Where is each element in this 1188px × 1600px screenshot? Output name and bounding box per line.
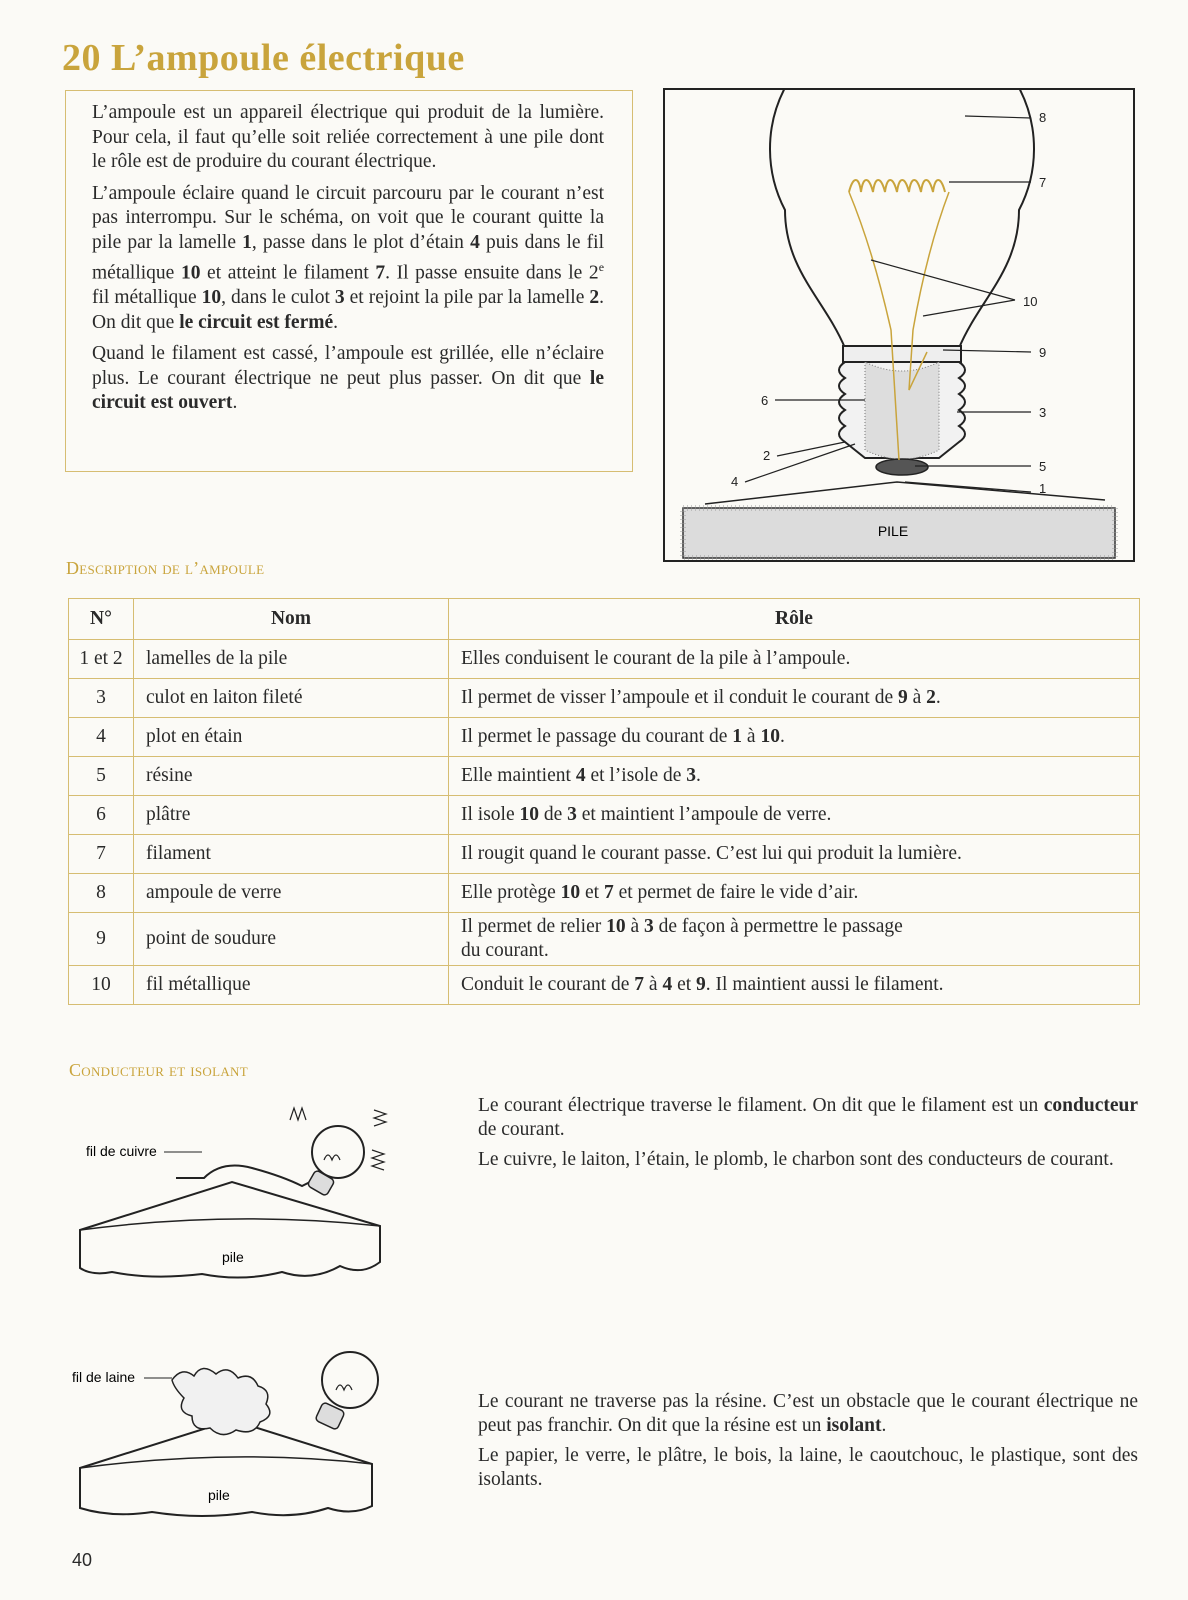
conductor-text xyxy=(478,1094,1138,1178)
intro-paragraph-1: L’ampoule est un appareil électrique qui produit de la lumière. Pour cela, il faut qu’elle soit reliée correctement à une pile dont le rôle est de produire du courant électrique. xyxy=(92,102,604,172)
table-cell-nom: plot en étain xyxy=(134,718,449,757)
table-row xyxy=(69,835,1140,874)
table-row xyxy=(69,874,1140,913)
insulator-figure-svg xyxy=(72,1340,412,1520)
callout-3: 3 xyxy=(1039,405,1047,420)
callout-4: 4 xyxy=(731,474,739,489)
copper-wire-label: fil de cuivre xyxy=(86,1143,157,1159)
callout-1: 1 xyxy=(1039,481,1047,496)
table-row xyxy=(69,640,1140,679)
table-cell-num: 3 xyxy=(69,679,134,718)
table-cell-role: Il rougit quand le courant passe. C’est lui qui produit la lumière. xyxy=(449,835,1140,874)
table-body xyxy=(69,640,1140,1005)
bulb-base xyxy=(839,346,965,475)
conducteur-heading: Conducteur et isolant xyxy=(69,1060,248,1080)
bulb-diagram-svg xyxy=(665,90,1133,560)
description-heading: Description de l’ampoule xyxy=(66,558,265,578)
table-cell-num: 1 et 2 xyxy=(69,640,134,679)
table-cell-role: Il permet de visser l’ampoule et il conduit le courant de 9 à 2. xyxy=(449,679,1140,718)
conductor-figure-svg xyxy=(72,1090,412,1280)
table-header-row xyxy=(69,599,1140,640)
intro-box xyxy=(65,90,633,472)
table-cell-num: 9 xyxy=(69,913,134,966)
table-row xyxy=(69,796,1140,835)
insulator-figure xyxy=(72,1340,412,1520)
callout-9: 9 xyxy=(1039,345,1047,360)
intro-paragraph-2: L’ampoule éclaire quand le circuit parcouru par le courant n’est pas interrompu. Sur le schéma, on voit que le courant quitte la pile par la lamelle 1, passe dans le plot d’étain 4 puis dans le fil métallique 10 et atteint le filament 7. Il passe ensuite dans le 2e fil métallique 10, dans le culot 3 et rejoint la pile par la lamelle 2. On dit que le circuit est fermé. xyxy=(92,182,605,333)
table-row xyxy=(69,757,1140,796)
conductor-figure xyxy=(72,1090,412,1280)
intro-paragraph-3: Quand le filament est cassé, l’ampoule est grillée, elle n’éclaire plus. Le courant électrique ne peut plus passer. On dit que le circuit est ouvert. xyxy=(92,343,604,413)
callout-5: 5 xyxy=(1039,459,1047,474)
bulb-diagram xyxy=(663,88,1135,562)
table-cell-role: Il isole 10 de 3 et maintient l’ampoule de verre. xyxy=(449,796,1140,835)
table-cell-num: 10 xyxy=(69,966,134,1005)
copper-wire xyxy=(176,1166,310,1186)
table-cell-nom: filament xyxy=(134,835,449,874)
glass-bulb xyxy=(770,90,1034,348)
page-title: 20 L’ampoule électrique xyxy=(62,37,465,79)
callout-10: 10 xyxy=(1023,294,1038,309)
page-number: 40 xyxy=(72,1550,93,1570)
unlit-bulb-icon xyxy=(315,1352,378,1430)
table-cell-role: Elles conduisent le courant de la pile à l’ampoule. xyxy=(449,640,1140,679)
pile-label: PILE xyxy=(877,523,909,539)
table-row xyxy=(69,679,1140,718)
table-cell-role: Elle protège 10 et 7 et permet de faire le vide d’air. xyxy=(449,874,1140,913)
description-table xyxy=(68,598,1140,1005)
table-cell-nom: plâtre xyxy=(134,796,449,835)
header-num: N° xyxy=(69,599,134,640)
table-row xyxy=(69,913,1140,966)
conductor-paragraph-1: Le courant électrique traverse le filament. On dit que le filament est un conducteur de courant. xyxy=(478,1095,1138,1140)
header-nom: Nom xyxy=(134,599,449,640)
callout-6: 6 xyxy=(761,393,769,408)
table-cell-nom: culot en laiton fileté xyxy=(134,679,449,718)
table-cell-role: Il permet de relier 10 à 3 de façon à permettre le passage du courant. xyxy=(449,913,1140,966)
table-cell-nom: ampoule de verre xyxy=(134,874,449,913)
wool-wire-label: fil de laine xyxy=(72,1369,136,1385)
table-cell-num: 4 xyxy=(69,718,134,757)
table-cell-num: 6 xyxy=(69,796,134,835)
table-cell-nom: fil métallique xyxy=(134,966,449,1005)
callout-2: 2 xyxy=(763,448,771,463)
table-row xyxy=(69,718,1140,757)
table-cell-role: Conduit le courant de 7 à 4 et 9. Il maintient aussi le filament. xyxy=(449,966,1140,1005)
table-cell-nom: point de soudure xyxy=(134,913,449,966)
conductor-paragraph-2: Le cuivre, le laiton, l’étain, le plomb, le charbon sont des conducteurs de courant. xyxy=(478,1149,1114,1170)
table-cell-num: 7 xyxy=(69,835,134,874)
tin-contact xyxy=(876,459,928,475)
glowing-bulb-icon xyxy=(290,1108,386,1196)
table-cell-num: 5 xyxy=(69,757,134,796)
table-cell-role: Il permet le passage du courant de 1 à 10. xyxy=(449,718,1140,757)
header-role: Rôle xyxy=(449,599,1140,640)
wool-fiber xyxy=(172,1368,270,1434)
table-cell-nom: lamelles de la pile xyxy=(134,640,449,679)
callout-8: 8 xyxy=(1039,110,1047,125)
table-cell-role: Elle maintient 4 et l’isole de 3. xyxy=(449,757,1140,796)
insulator-paragraph-2: Le papier, le verre, le plâtre, le bois, la laine, le caoutchouc, le plastique, sont des isolants. xyxy=(478,1445,1138,1490)
pile-label-2: pile xyxy=(208,1487,230,1503)
insulator-text xyxy=(478,1390,1138,1498)
callout-7: 7 xyxy=(1039,175,1047,190)
pile-label-1: pile xyxy=(222,1249,244,1265)
table-cell-nom: résine xyxy=(134,757,449,796)
table-row xyxy=(69,966,1140,1005)
table-cell-num: 8 xyxy=(69,874,134,913)
insulator-paragraph-1: Le courant ne traverse pas la résine. C’est un obstacle que le courant électrique ne peut pas franchir. On dit que la résine est un isolant. xyxy=(478,1391,1138,1436)
